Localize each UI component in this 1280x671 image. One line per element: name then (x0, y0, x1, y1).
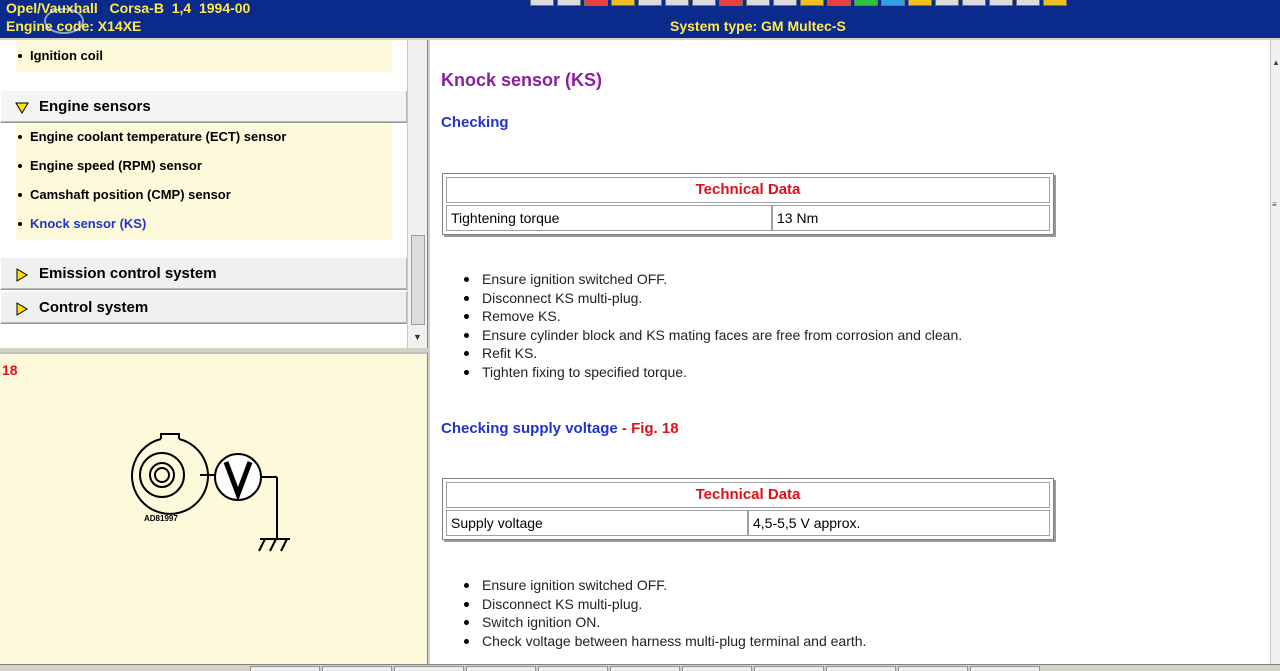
vehicle-title: Opel/Vauxhall Corsa-B 1,4 1994-00 (6, 0, 251, 16)
toolbar-button[interactable] (719, 0, 743, 6)
chevron-right-icon (15, 302, 29, 316)
technical-data-table (442, 173, 1054, 235)
nav-item-ect-sensor[interactable] (18, 129, 286, 144)
app-header (0, 0, 1280, 38)
bullet-icon (18, 164, 22, 168)
bottom-tabs (250, 666, 1040, 671)
section-title-text: Checking supply voltage (441, 420, 618, 437)
toolbar-button[interactable] (557, 0, 581, 6)
figure-separator: - (617, 420, 632, 437)
list-item: Check voltage between harness multi-plug terminal and earth. (464, 632, 866, 651)
scroll-down-arrow-icon[interactable]: ▼ (413, 332, 422, 342)
bottom-tab[interactable] (394, 666, 464, 671)
chevron-down-icon (15, 101, 29, 115)
toolbar-button[interactable] (665, 0, 689, 6)
bullet-icon (18, 222, 22, 226)
technical-data-header: Technical Data (446, 177, 1050, 203)
nav-group-label: Emission control system (39, 265, 217, 282)
table-cell-label: Supply voltage (446, 510, 748, 536)
nav-item-label: Ignition coil (30, 48, 103, 63)
nav-group-label: Control system (39, 299, 149, 316)
nav-item-cmp-sensor[interactable] (18, 187, 231, 202)
bottom-tab[interactable] (682, 666, 752, 671)
nav-item-label: Camshaft position (CMP) sensor (30, 187, 231, 202)
bottom-tab[interactable] (754, 666, 824, 671)
list-item: Remove KS. (464, 307, 962, 326)
voltmeter-diagram (110, 424, 310, 564)
scrollbar-thumb[interactable] (411, 235, 425, 325)
engine-sensors-list (16, 124, 392, 240)
nav-group-engine-sensors[interactable] (0, 90, 408, 123)
toolbar-button[interactable] (935, 0, 959, 6)
bottom-tab[interactable] (538, 666, 608, 671)
toolbar-button[interactable] (881, 0, 905, 6)
scrollbar-grip-icon[interactable]: ≡ (1272, 200, 1277, 209)
toolbar (530, 0, 1067, 6)
toolbar-button[interactable] (1016, 0, 1040, 6)
chevron-right-icon (15, 268, 29, 282)
section-title-supply-voltage (441, 420, 679, 437)
list-item: Ensure ignition switched OFF. (464, 576, 866, 595)
watermark-logo (44, 8, 84, 34)
toolbar-button[interactable] (962, 0, 986, 6)
toolbar-button[interactable] (773, 0, 797, 6)
nav-group-label: Engine sensors (39, 98, 151, 115)
list-item: Ensure cylinder block and KS mating faces are free from corrosion and clean. (464, 326, 962, 345)
ignition-items-list (16, 40, 392, 72)
toolbar-button[interactable] (827, 0, 851, 6)
page-title: Knock sensor (KS) (441, 70, 603, 90)
toolbar-button[interactable] (746, 0, 770, 6)
table-cell-value: 13 Nm (772, 205, 1050, 231)
toolbar-button[interactable] (854, 0, 878, 6)
toolbar-button[interactable] (611, 0, 635, 6)
figure-panel (0, 352, 428, 664)
list-item: Disconnect KS multi-plug. (464, 289, 962, 308)
checking-steps-list (464, 270, 962, 382)
navigation-panel (0, 40, 428, 348)
nav-group-emission-control[interactable] (0, 257, 408, 290)
bottom-tab[interactable] (466, 666, 536, 671)
content-scrollbar[interactable] (1270, 40, 1280, 664)
figure-number: 18 (2, 362, 18, 378)
bottom-tab[interactable] (322, 666, 392, 671)
nav-item-label: Engine speed (RPM) sensor (30, 158, 202, 173)
supply-voltage-steps-list (464, 576, 866, 650)
toolbar-button[interactable] (989, 0, 1013, 6)
figure-code: AD81997 (144, 514, 178, 523)
bottom-tab[interactable] (898, 666, 968, 671)
figure-link[interactable]: Fig. 18 (631, 420, 679, 437)
bottom-tab[interactable] (826, 666, 896, 671)
nav-item-ignition-coil[interactable] (18, 48, 103, 63)
bullet-icon (18, 135, 22, 139)
nav-scrollbar[interactable] (407, 40, 427, 348)
toolbar-button[interactable] (584, 0, 608, 6)
nav-item-label: Knock sensor (KS) (30, 216, 147, 231)
table-cell-value: 4,5-5,5 V approx. (748, 510, 1050, 536)
list-item: Disconnect KS multi-plug. (464, 595, 866, 614)
bullet-icon (18, 193, 22, 197)
list-item: Tighten fixing to specified torque. (464, 363, 962, 382)
nav-item-knock-sensor[interactable] (18, 216, 146, 231)
section-title-checking: Checking (441, 114, 509, 131)
technical-data-table (442, 478, 1054, 540)
toolbar-button[interactable] (800, 0, 824, 6)
toolbar-button[interactable] (638, 0, 662, 6)
nav-item-rpm-sensor[interactable] (18, 158, 202, 173)
technical-data-header: Technical Data (446, 482, 1050, 508)
bottom-tab[interactable] (610, 666, 680, 671)
engine-code: Engine code: X14XE (6, 18, 142, 34)
bottom-tab[interactable] (970, 666, 1040, 671)
bullet-icon (18, 54, 22, 58)
toolbar-button[interactable] (1043, 0, 1067, 6)
list-item: Ensure ignition switched OFF. (464, 270, 962, 289)
toolbar-button[interactable] (908, 0, 932, 6)
content-panel (430, 40, 1270, 664)
list-item: Refit KS. (464, 344, 962, 363)
table-cell-label: Tightening torque (446, 205, 772, 231)
system-type: System type: GM Multec-S (670, 18, 846, 34)
toolbar-button[interactable] (692, 0, 716, 6)
nav-item-label: Engine coolant temperature (ECT) sensor (30, 129, 287, 144)
bottom-tab[interactable] (250, 666, 320, 671)
toolbar-button[interactable] (530, 0, 554, 6)
scroll-up-arrow-icon[interactable]: ▲ (1272, 58, 1280, 67)
list-item: Switch ignition ON. (464, 613, 866, 632)
nav-group-control-system[interactable] (0, 291, 408, 324)
